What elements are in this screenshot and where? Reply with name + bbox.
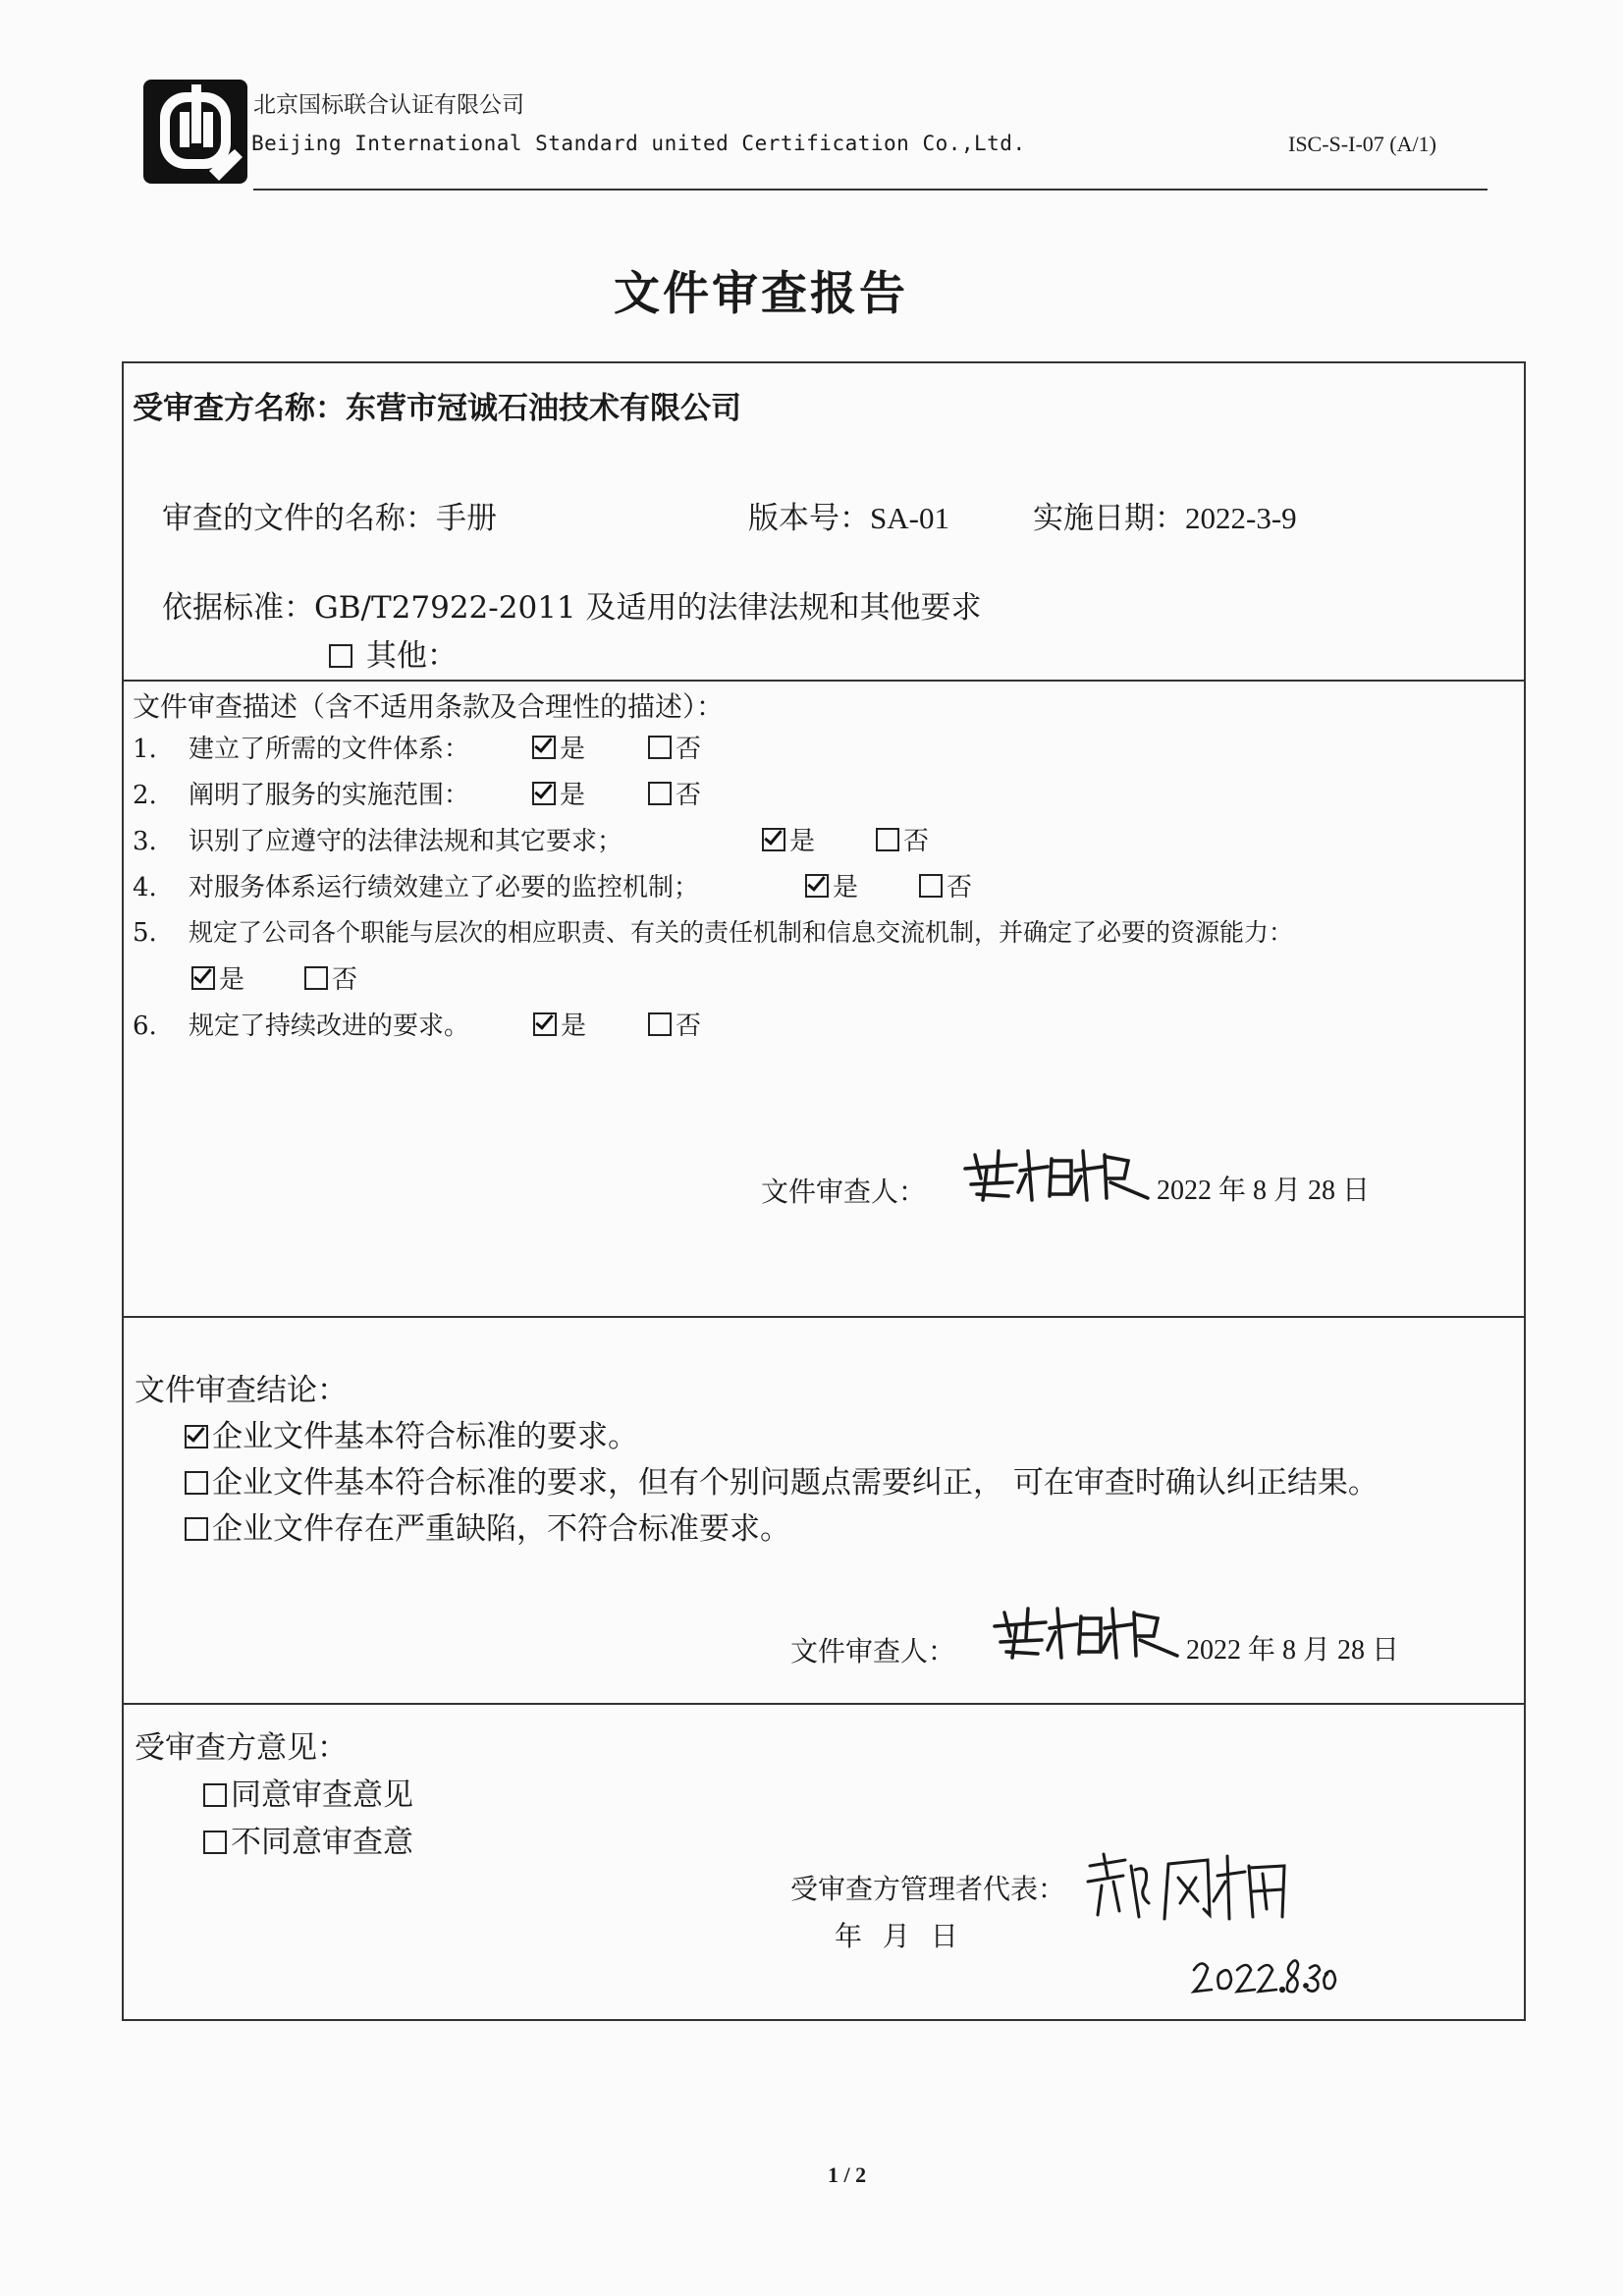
review-no-4[interactable] xyxy=(919,867,972,903)
review-item-text: 阐明了服务的实施范围： xyxy=(189,781,470,810)
reviewer-label: 文件审查人： xyxy=(761,1175,927,1208)
review-yes-5[interactable] xyxy=(191,959,244,996)
basis-row xyxy=(162,582,982,627)
review-yes-6[interactable] xyxy=(533,1006,586,1042)
yes-checkbox[interactable] xyxy=(532,736,556,759)
doc-name-value: 手册 xyxy=(436,501,497,536)
section-divider-3 xyxy=(122,1703,1526,1705)
reviewer-signature xyxy=(957,1139,1154,1212)
review-item xyxy=(133,729,469,765)
review-no-5[interactable] xyxy=(304,959,357,996)
rep-date-blank: 年 月 日 xyxy=(835,1920,964,1952)
section-divider-2 xyxy=(122,1316,1526,1318)
rep-signature xyxy=(1080,1846,1296,1929)
no-label: 否 xyxy=(947,873,973,902)
review-heading: 文件审查描述（含不适用条款及合理性的描述）： xyxy=(133,690,725,723)
review-item-num: 3. xyxy=(133,827,157,856)
opinion-option-1[interactable] xyxy=(203,1770,413,1814)
review-item-num: 6. xyxy=(133,1011,157,1041)
no-checkbox[interactable] xyxy=(648,736,672,759)
company-name-en: Beijing International Standard united Certification Co.,Ltd. xyxy=(251,132,1026,155)
conclusion-option-text: 企业文件基本符合标准的要求，但有个别问题点需要纠正， 可在审查时确认纠正结果。 xyxy=(212,1465,1379,1501)
review-no-1[interactable] xyxy=(648,729,701,765)
yes-checkbox[interactable] xyxy=(805,874,829,898)
doc-date-value: 2022-3-9 xyxy=(1185,501,1297,535)
review-item-text: 对服务体系运行绩效建立了必要的监控机制； xyxy=(189,873,700,902)
review-no-2[interactable] xyxy=(648,775,701,811)
doc-name-label: 审查的文件的名称： xyxy=(162,501,436,536)
basis-other-checkbox[interactable] xyxy=(329,644,352,668)
basis-other-label: 其他： xyxy=(365,638,458,674)
document-code: ISC-S-I-07 (A/1) xyxy=(1288,132,1436,156)
company-name-cn: 北京国标联合认证有限公司 xyxy=(253,92,524,118)
no-label: 否 xyxy=(676,781,702,810)
yes-label: 是 xyxy=(560,781,586,810)
review-item-text: 规定了持续改进的要求。 xyxy=(189,1011,470,1041)
opinion-checkbox[interactable] xyxy=(203,1783,227,1807)
no-label: 否 xyxy=(676,735,702,764)
review-yes-1[interactable] xyxy=(532,729,585,765)
page-number: 1 / 2 xyxy=(828,2162,867,2187)
conclusion-reviewer-signature xyxy=(987,1597,1183,1669)
rep-handwritten-date xyxy=(1190,1952,1337,2005)
audited-party-label: 受审查方名称： xyxy=(133,391,346,426)
conclusion-reviewer-label: 文件审查人： xyxy=(790,1635,956,1667)
review-item-num: 4. xyxy=(133,873,157,902)
conclusion-option-1[interactable] xyxy=(185,1411,638,1455)
no-checkbox[interactable] xyxy=(648,1012,672,1036)
company-logo xyxy=(140,77,250,187)
conclusion-checkbox[interactable] xyxy=(185,1425,208,1449)
doc-version-value: SA-01 xyxy=(870,501,949,535)
basis-other-row xyxy=(329,630,458,675)
review-item xyxy=(133,775,469,811)
yes-checkbox[interactable] xyxy=(532,782,556,805)
yes-checkbox[interactable] xyxy=(762,828,785,851)
doc-name-row xyxy=(162,493,497,537)
conclusion-option-text: 企业文件基本符合标准的要求。 xyxy=(212,1419,638,1454)
review-item xyxy=(133,867,699,903)
conclusion-option-2[interactable] xyxy=(185,1457,1379,1502)
review-item-num: 5. xyxy=(133,918,157,948)
opinion-checkbox[interactable] xyxy=(203,1831,227,1854)
section-divider-1 xyxy=(122,680,1526,682)
opinion-option-text: 不同意审查意 xyxy=(231,1825,413,1860)
no-checkbox[interactable] xyxy=(876,828,899,851)
conclusion-option-3[interactable] xyxy=(185,1503,790,1548)
review-item xyxy=(133,821,622,857)
review-date: 2022 年 8 月 28 日 xyxy=(1157,1175,1371,1206)
yes-label: 是 xyxy=(789,827,816,856)
audited-party-row xyxy=(133,383,741,427)
yes-label: 是 xyxy=(219,965,245,995)
review-yes-4[interactable] xyxy=(805,867,858,903)
no-checkbox[interactable] xyxy=(919,874,943,898)
review-no-3[interactable] xyxy=(876,821,929,857)
opinion-option-2[interactable] xyxy=(203,1817,413,1861)
review-item xyxy=(133,913,1293,949)
conclusion-heading: 文件审查结论： xyxy=(135,1373,348,1408)
page-title: 文件审查报告 xyxy=(614,267,908,321)
doc-version-row xyxy=(748,493,949,537)
doc-date-label: 实施日期： xyxy=(1033,501,1185,536)
conclusion-checkbox[interactable] xyxy=(185,1471,208,1495)
audited-party-value: 东营市冠诚石油技术有限公司 xyxy=(346,391,741,426)
yes-label: 是 xyxy=(561,1011,587,1041)
basis-label: 依据标准： xyxy=(162,590,314,626)
header-divider xyxy=(253,189,1488,191)
rep-label: 受审查方管理者代表： xyxy=(790,1873,1066,1905)
yes-label: 是 xyxy=(560,735,586,764)
review-no-6[interactable] xyxy=(648,1006,701,1042)
review-yes-3[interactable] xyxy=(762,821,815,857)
review-item-text: 建立了所需的文件体系： xyxy=(189,735,470,764)
review-item-num: 2. xyxy=(133,781,157,810)
opinion-option-text: 同意审查意见 xyxy=(231,1777,413,1813)
review-item-text: 规定了公司各个职能与层次的相应职责、有关的责任机制和信息交流机制，并确定了必要的资源能力： xyxy=(189,918,1294,947)
doc-date-row xyxy=(1033,493,1297,537)
yes-checkbox[interactable] xyxy=(533,1012,557,1036)
basis-value: GB/T27922-2011 及适用的法律法规和其他要求 xyxy=(314,590,982,626)
no-label: 否 xyxy=(903,827,930,856)
conclusion-checkbox[interactable] xyxy=(185,1517,208,1541)
no-checkbox[interactable] xyxy=(304,966,328,990)
no-checkbox[interactable] xyxy=(648,782,672,805)
no-label: 否 xyxy=(332,965,358,995)
review-item-text: 识别了应遵守的法律法规和其它要求； xyxy=(189,827,623,856)
doc-version-label: 版本号： xyxy=(748,501,870,536)
opinion-heading: 受审查方意见： xyxy=(135,1730,348,1766)
conclusion-option-text: 企业文件存在严重缺陷，不符合标准要求。 xyxy=(212,1511,790,1547)
review-item-num: 1. xyxy=(133,735,157,764)
conclusion-date: 2022 年 8 月 28 日 xyxy=(1186,1635,1400,1666)
review-yes-2[interactable] xyxy=(532,775,585,811)
review-item xyxy=(133,1006,469,1042)
yes-label: 是 xyxy=(833,873,859,902)
yes-checkbox[interactable] xyxy=(191,966,215,990)
no-label: 否 xyxy=(676,1011,702,1041)
